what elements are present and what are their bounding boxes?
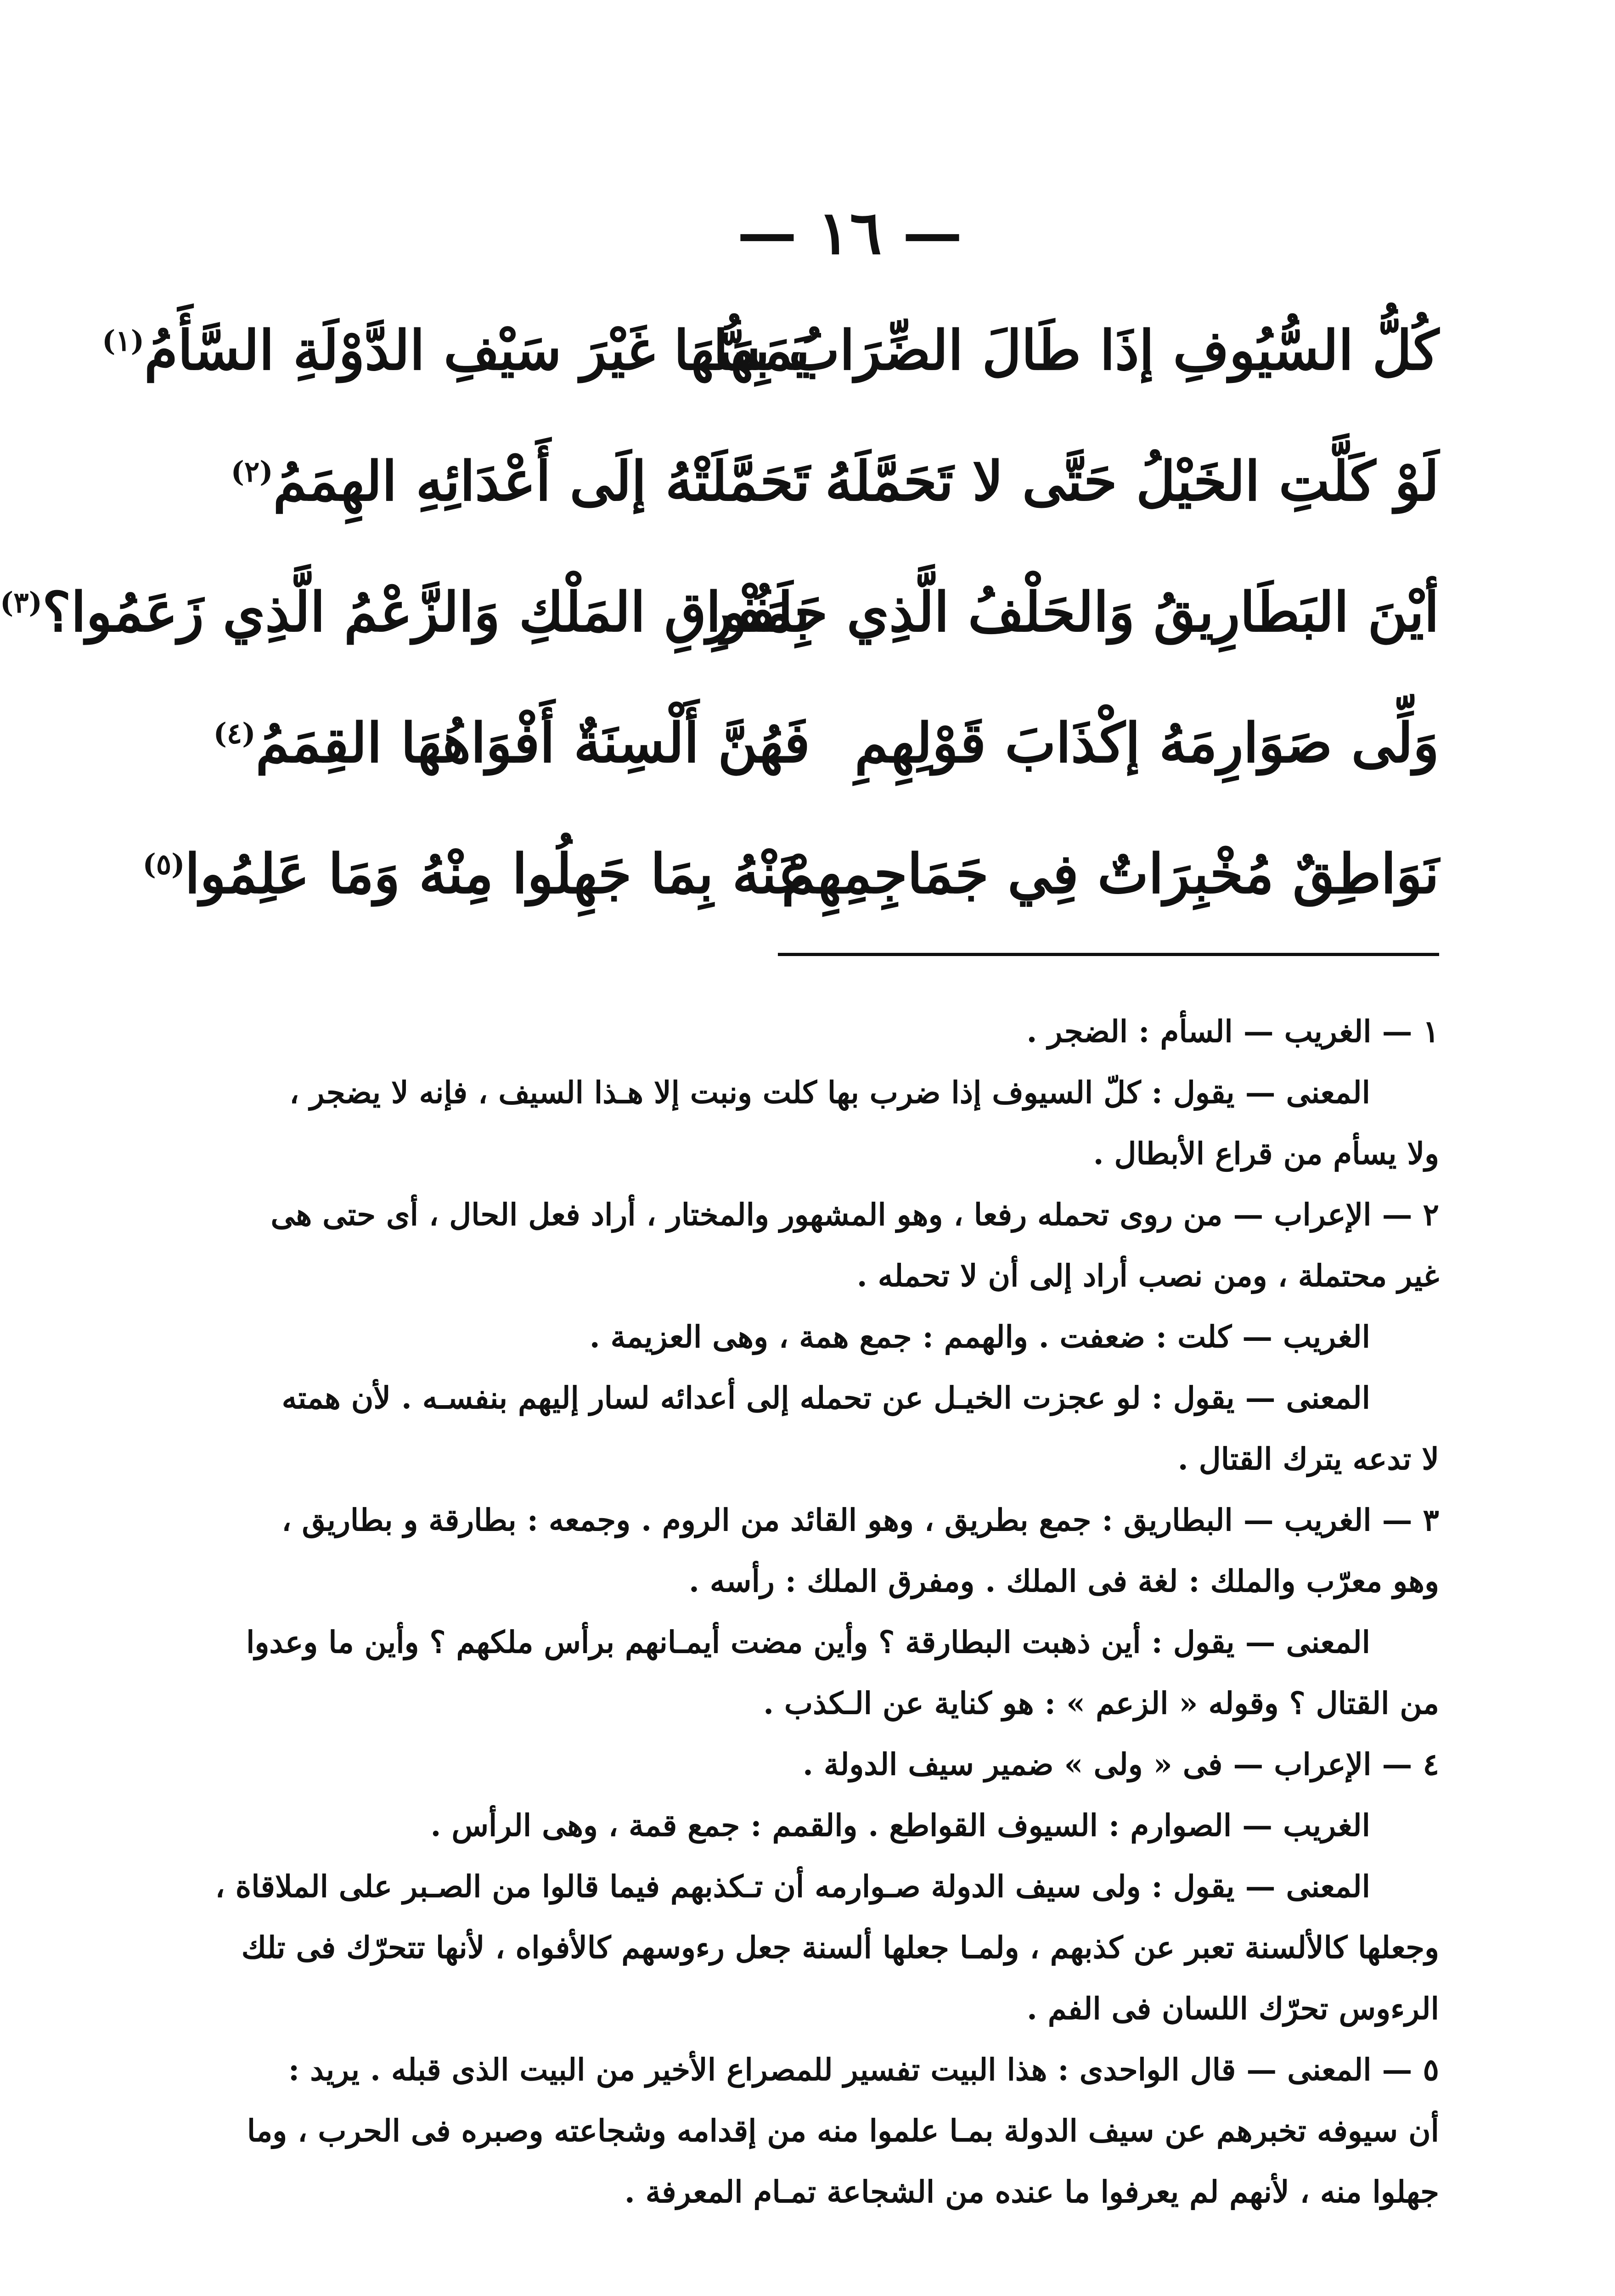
note-line: أن سيوفه تخبرهم عن سيف الدولة بمـا علموا منه من إقدامه وشجاعته وصبره فى الحرب ، وما <box>247 2113 1439 2149</box>
verse-4 <box>213 677 1439 808</box>
note-line: المعنى — يقول : ولى سيف الدولة صـوارمه أن تـكذبهم فيما قالوا من الصـبر على الملاقاة ، <box>215 1868 1370 1904</box>
verse-5-second-text: عَنْهُ بِمَا جَهِلُوا مِنْهُ وَمَا عَلِمُوا <box>185 842 810 906</box>
verse-1-footnote-marker: (١) <box>102 324 145 358</box>
verse-5-first-hemistich: نَوَاطِقٌ مُخْبِرَاتٌ فِي جَمَاجِمِهِمْ <box>781 842 1439 906</box>
note-line: ولا يسأم من قراع الأبطال . <box>1093 1136 1439 1171</box>
verse-1-second-hemistich <box>102 318 810 382</box>
verse-4-second-text: فَهُنَّ أَلْسِنَةٌ أَفْوَاهُهَا القِمَمُ <box>255 711 810 775</box>
verse-3-second-hemistich <box>0 580 810 644</box>
verse-2-first-hemistich: لَوْ كَلَّتِ الخَيْلُ حَتَّى لا تَحَمَّلَهُ <box>825 449 1439 513</box>
note-line: ٢ — الإعراب — من روى تحمله رفعا ، وهو المشهور والمختار ، أراد فعل الحال ، أى حتى هى <box>270 1197 1439 1232</box>
verse-4-footnote-marker: (٤) <box>213 716 256 750</box>
verse-3-second-text: بِمَفْرِقِ المَلْكِ وَالزَّعْمُ الَّذِي زَعَمُوا؟ <box>42 580 810 644</box>
verse-5-footnote-marker: (٥) <box>142 847 185 881</box>
verse-1 <box>102 285 1439 416</box>
note-line: جهلوا منه ، لأنهم لم يعرفوا ما عنده من الشجاعة تمـام المعرفة . <box>624 2174 1439 2210</box>
note-line: ١ — الغريب — السأم : الضجر . <box>1026 1013 1439 1049</box>
footnotes <box>215 1001 1439 2223</box>
verse-2 <box>222 416 1439 546</box>
verse-5 <box>142 808 1439 939</box>
verse-3 <box>0 546 1439 677</box>
footnote-divider <box>778 953 1439 956</box>
note-line: من القتال ؟ وقوله « الزعم » : هو كناية عن الـكذب . <box>763 1685 1439 1721</box>
note-line: ٤ — الإعراب — فى « ولى » ضمير سيف الدولة . <box>802 1746 1439 1782</box>
verse-5-second-hemistich <box>142 842 810 906</box>
note-line: ٣ — الغريب — البطاريق : جمع بطريق ، وهو القائد من الروم . وجمعه : بطارقة و بطاريق ، <box>281 1502 1439 1538</box>
note-line: الغريب — كلت : ضعفت . والهمم : جمع همة ، وهى العزيمة . <box>589 1319 1370 1355</box>
note-line: المعنى — يقول : كلّ السيوف إذا ضرب بها كلت ونبت إلا هـذا السيف ، فإنه لا يضجر ، <box>289 1075 1370 1110</box>
note-line: الرءوس تحرّك اللسان فى الفم . <box>1026 1991 1439 2026</box>
note-line: لا تدعه يترك القتال . <box>1177 1441 1439 1477</box>
verse-1-first-hemistich: كُلُّ السُّيُوفِ إذَا طَالَ الضِّرَابُ بِهَا <box>713 318 1439 382</box>
verse-4-second-hemistich <box>213 711 810 775</box>
verse-2-footnote-marker: (٢) <box>231 455 273 489</box>
verse-3-first-hemistich: أيْنَ البَطَارِيقُ وَالحَلْفُ الَّذِي حَلَفُوا <box>706 580 1439 644</box>
note-line: وهو معرّب والملك : لغة فى الملك . ومفرق الملك : رأسه . <box>688 1563 1439 1599</box>
note-line: ٥ — المعنى — قال الواحدى : هذا البيت تفسير للمصراع الأخير من البيت الذى قبله . يريد : <box>288 2052 1439 2088</box>
note-line: المعنى — يقول : لو عجزت الخيـل عن تحمله إلى أعدائه لسار إليهم بنفسـه . لأن همته <box>281 1380 1370 1416</box>
note-line: الغريب — الصوارم : السيوف القواطع . والقمم : جمع قمة ، وهى الرأس . <box>430 1807 1370 1843</box>
page-number: — ١٦ — <box>737 197 962 268</box>
verse-1-second-text: يَمَسُّهَا غَيْرَ سَيْفِ الدَّوْلَةِ السَّأَمُ <box>144 318 810 382</box>
note-line: المعنى — يقول : أين ذهبت البطارقة ؟ وأين مضت أيمـانهم برأس ملكهم ؟ وأين ما وعدوا <box>246 1624 1370 1660</box>
note-line: غير محتملة ، ومن نصب أراد إلى أن لا تحمله . <box>856 1258 1439 1294</box>
poem <box>0 285 1439 939</box>
note-line: وجعلها كالألسنة تعبر عن كذبهم ، ولمـا جعلها ألسنة جعل رءوسهم كالأفواه ، لأنها تتحرّك فى تلك <box>241 1930 1439 1965</box>
verse-3-footnote-marker: (٣) <box>0 585 42 619</box>
verse-2-second-text: تَحَمَّلَتْهُ إلَى أَعْدَائِهِ الهِمَمُ <box>273 449 810 513</box>
verse-4-first-hemistich: وَلِّى صَوَارِمَهُ إكْذَابَ قَوْلِهِمِ <box>855 711 1439 775</box>
verse-2-second-hemistich <box>222 449 810 513</box>
